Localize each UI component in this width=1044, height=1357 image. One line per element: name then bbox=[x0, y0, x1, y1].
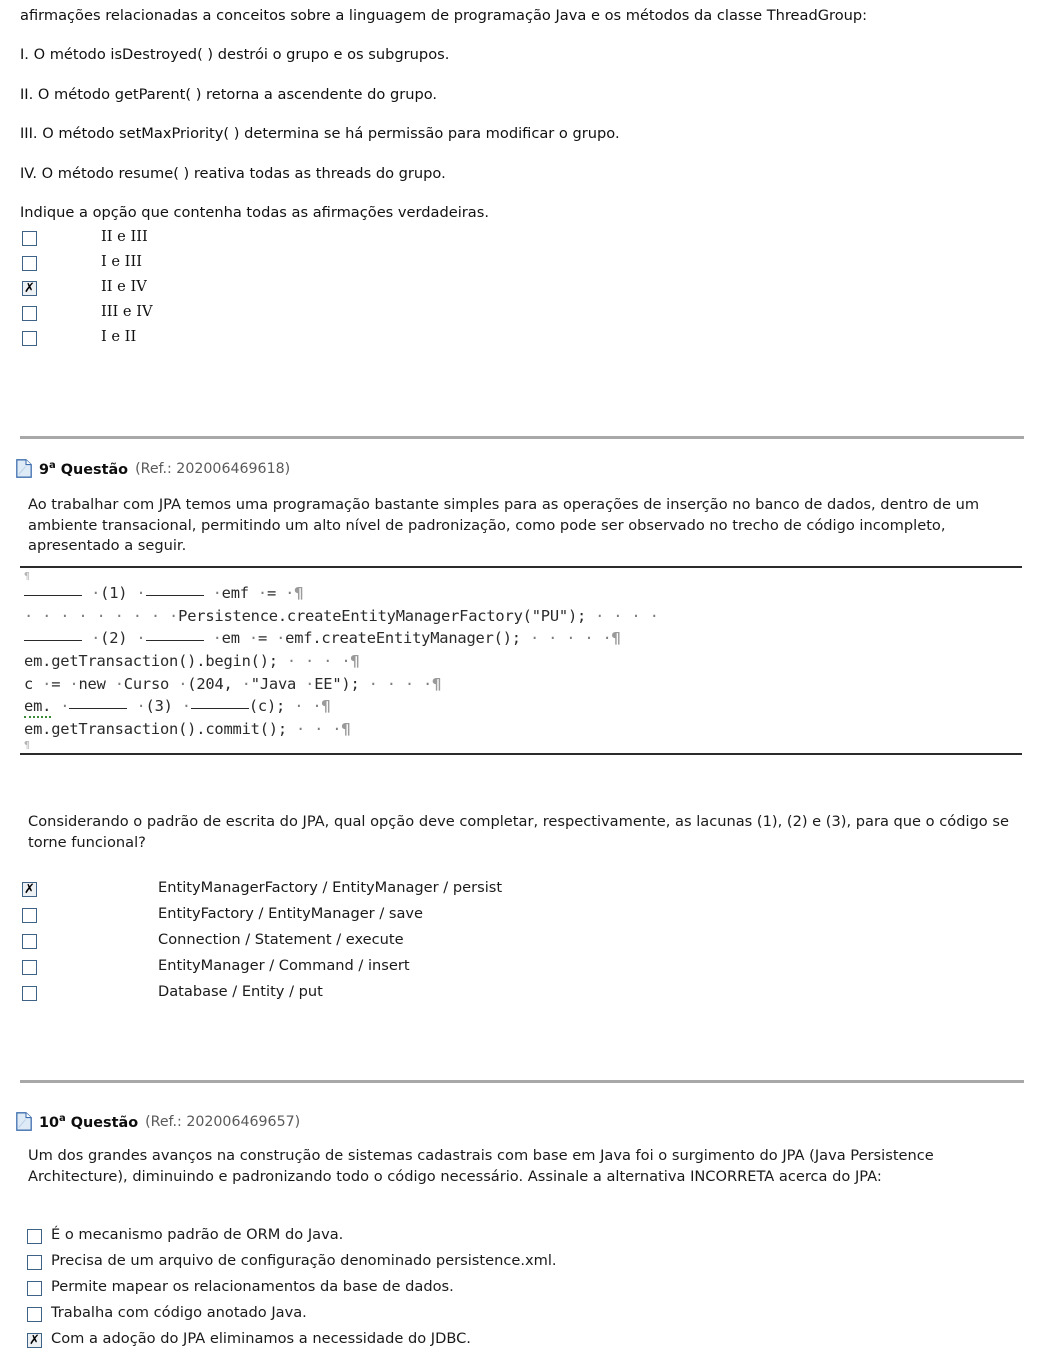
q8-option-row-1[interactable] bbox=[22, 228, 153, 253]
q10-checkbox-1[interactable] bbox=[27, 1229, 42, 1244]
q10-option-list bbox=[27, 1226, 557, 1356]
q8-option-row-5[interactable] bbox=[22, 328, 153, 353]
q8-option-label-1: II e III bbox=[101, 228, 148, 245]
q10-option-row-3[interactable] bbox=[27, 1278, 557, 1304]
question-8-block bbox=[20, 6, 1024, 224]
q8-option-label-3: II e IV bbox=[101, 278, 147, 295]
q10-option-label-1: É o mecanismo padrão de ORM do Java. bbox=[51, 1226, 344, 1243]
q9-option-label-3: Connection / Statement / execute bbox=[158, 931, 404, 948]
q9-option-row-4[interactable] bbox=[22, 957, 502, 983]
q10-checkbox-5[interactable] bbox=[27, 1333, 42, 1348]
q9-option-label-5: Database / Entity / put bbox=[158, 983, 323, 1000]
question-10-header bbox=[16, 1112, 300, 1131]
q9-number: 9$^a$ Questão bbox=[39, 459, 129, 478]
q9-checkbox-5[interactable] bbox=[22, 986, 37, 1001]
q8-checkbox-1[interactable] bbox=[22, 231, 37, 246]
q9-option-row-3[interactable] bbox=[22, 931, 502, 957]
q10-checkbox-2[interactable] bbox=[27, 1255, 42, 1270]
code-line-3: ·(2) · ·em ·= ·emf.createEntityManager(); · · · · ·¶ bbox=[24, 627, 1018, 650]
q9-ref: (Ref.: 202006469618) bbox=[135, 460, 291, 477]
q10-ref: (Ref.: 202006469657) bbox=[145, 1113, 301, 1130]
q9-option-label-1: EntityManagerFactory / EntityManager / persist bbox=[158, 879, 503, 896]
q10-checkbox-3[interactable] bbox=[27, 1281, 42, 1296]
code-line-6: em. · ·(3) · (c); · ·¶ bbox=[24, 695, 1018, 718]
q9-option-label-2: EntityFactory / EntityManager / save bbox=[158, 905, 424, 922]
q9-option-row-1[interactable] bbox=[22, 879, 502, 905]
q10-number: 10$^a$ Questão bbox=[39, 1112, 139, 1131]
q8-statement-3: III. O método setMaxPriority( ) determina se há permissão para modificar o grupo. bbox=[20, 125, 620, 143]
q8-checkbox-2[interactable] bbox=[22, 256, 37, 271]
code-line-1: ·(1) · ·emf ·= ·¶ bbox=[24, 582, 1018, 605]
q9-option-row-5[interactable] bbox=[22, 983, 502, 1009]
q9-code-block bbox=[20, 582, 1022, 740]
q8-option-label-5: I e II bbox=[101, 328, 137, 345]
code-pilcrow-bottom: ¶ bbox=[24, 740, 31, 752]
q9-code-figure bbox=[20, 566, 1022, 755]
q10-option-label-3: Permite mapear os relacionamentos da base de dados. bbox=[51, 1278, 454, 1295]
q8-option-label-4: III e IV bbox=[101, 303, 153, 320]
code-line-7: em.getTransaction().commit(); · · ·¶ bbox=[24, 719, 351, 738]
page-icon bbox=[16, 1112, 32, 1131]
q8-prompt: Indique a opção que contenha todas as afirmações verdadeiras. bbox=[20, 204, 489, 222]
q8-intro-line: afirmações relacionadas a conceitos sobre a linguagem de programação Java e os métodos da classe ThreadGroup: bbox=[20, 7, 868, 24]
q9-checkbox-4[interactable] bbox=[22, 960, 37, 975]
q9-checkbox-3[interactable] bbox=[22, 934, 37, 949]
code-line-2: · · · · · · · · ·Persistence.createEntityManagerFactory("PU"); · · · · bbox=[24, 606, 659, 625]
q10-option-row-1[interactable] bbox=[27, 1226, 557, 1252]
q8-option-row-2[interactable] bbox=[22, 253, 153, 278]
q9-body-text: Ao trabalhar com JPA temos uma programação bastante simples para as operações de inserção no banco de dados, dentro de um ambiente transacional, permitindo um alto nível de padronização, como pode ser observado no trecho de código incompleto, apresentado a seguir. bbox=[28, 496, 980, 555]
section-divider-2 bbox=[20, 1080, 1024, 1083]
q10-option-label-2: Precisa de um arquivo de configuração denominado persistence.xml. bbox=[51, 1252, 557, 1269]
q9-option-label-4: EntityManager / Command / insert bbox=[158, 957, 410, 974]
q10-checkbox-4[interactable] bbox=[27, 1307, 42, 1322]
q8-option-label-2: I e III bbox=[101, 253, 142, 270]
q9-option-list bbox=[22, 879, 502, 1009]
q8-statement-1: I. O método isDestroyed( ) destrói o grupo e os subgrupos. bbox=[20, 46, 450, 64]
q9-option-row-2[interactable] bbox=[22, 905, 502, 931]
q10-option-label-5: Com a adoção do JPA eliminamos a necessidade do JDBC. bbox=[51, 1330, 471, 1347]
code-line-5: c ·= ·new ·Curso ·(204, ·"Java ·EE"); · · · ·¶ bbox=[24, 674, 442, 693]
q8-option-list bbox=[22, 228, 153, 353]
q8-option-row-3[interactable] bbox=[22, 278, 153, 303]
q8-option-row-4[interactable] bbox=[22, 303, 153, 328]
q10-body-text: Um dos grandes avanços na construção de sistemas cadastrais com base em Java foi o surgimento do JPA (Java Persistence Architecture), diminuindo e padronizando todo o código necessário. Assinale a alternativa INCORRETA acerca do JPA: bbox=[28, 1147, 934, 1185]
q10-option-row-5[interactable] bbox=[27, 1330, 557, 1356]
q9-checkbox-2[interactable] bbox=[22, 908, 37, 923]
q9-checkbox-1[interactable] bbox=[22, 882, 37, 897]
page-icon bbox=[16, 459, 32, 478]
q8-checkbox-5[interactable] bbox=[22, 331, 37, 346]
q8-checkbox-4[interactable] bbox=[22, 306, 37, 321]
section-divider-1 bbox=[20, 436, 1024, 439]
question-9-header bbox=[16, 459, 290, 478]
q9-after-code-text: Considerando o padrão de escrita do JPA, qual opção deve completar, respectivamente, as lacunas (1), (2) e (3), para que o código se torne funcional? bbox=[28, 813, 1009, 851]
q10-option-label-4: Trabalha com código anotado Java. bbox=[51, 1304, 307, 1321]
q8-checkbox-3[interactable] bbox=[22, 281, 37, 296]
q8-statement-4: IV. O método resume( ) reativa todas as threads do grupo. bbox=[20, 164, 446, 182]
code-pilcrow-top: ¶ bbox=[24, 571, 31, 582]
q10-option-row-2[interactable] bbox=[27, 1252, 557, 1278]
code-line-4: em.getTransaction().begin(); · · · ·¶ bbox=[24, 651, 360, 670]
q10-option-row-4[interactable] bbox=[27, 1304, 557, 1330]
q8-statement-2: II. O método getParent( ) retorna a ascendente do grupo. bbox=[20, 85, 438, 103]
